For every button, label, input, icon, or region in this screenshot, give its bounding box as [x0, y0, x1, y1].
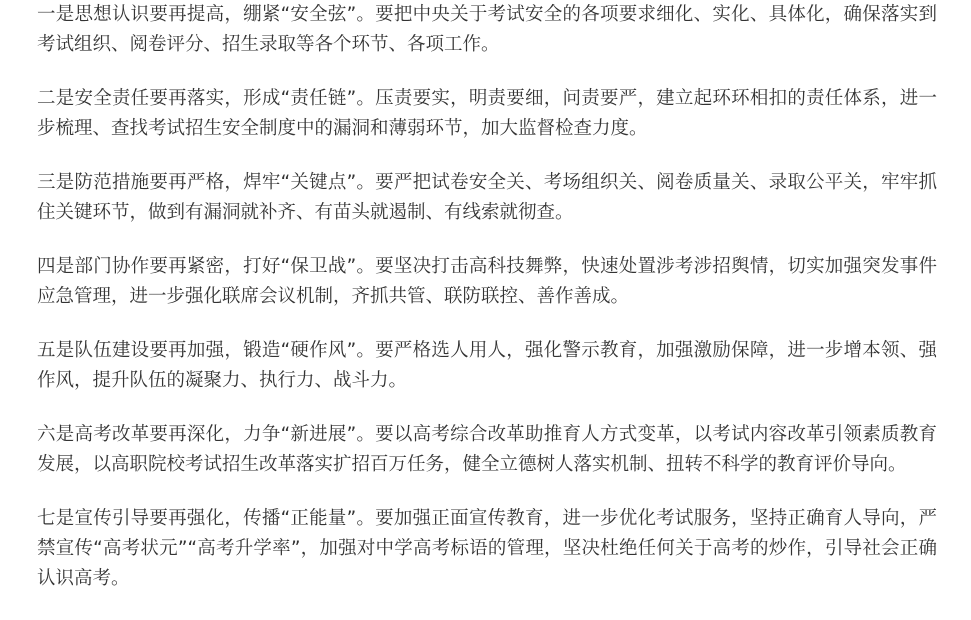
- paragraph-5: 五是队伍建设要再加强，锻造“硬作风”。要严格选人用人，强化警示教育，加强激励保障，进一步增本领、强作风，提升队伍的凝聚力、执行力、战斗力。: [37, 340, 937, 391]
- paragraph-3: 三是防范措施要再严格，焊牢“关键点”。要严把试卷安全关、考场组织关、阅卷质量关、录取公平关，牢牢抓住关键环节，做到有漏洞就补齐、有苗头就遏制、有线索就彻查。: [37, 172, 937, 223]
- paragraph-4: 四是部门协作要再紧密，打好“保卫战”。要坚决打击高科技舞弊，快速处置涉考涉招舆情，切实加强突发事件应急管理，进一步强化联席会议机制，齐抓共管、联防联控、善作善成。: [37, 256, 937, 307]
- article-body: [37, 0, 937, 618]
- paragraph-1: 一是思想认识要再提高，绷紧“安全弦”。要把中央关于考试安全的各项要求细化、实化、具体化，确保落实到考试组织、阅卷评分、招生录取等各个环节、各项工作。: [37, 4, 937, 55]
- paragraph-7: 七是宣传引导要再强化，传播“正能量”。要加强正面宣传教育，进一步优化考试服务，坚持正确育人导向，严禁宣传“高考状元”“高考升学率”，加强对中学高考标语的管理，坚决杜绝任何关于高考的炒作，引导社会正确认识高考。: [37, 508, 937, 589]
- paragraph-2: 二是安全责任要再落实，形成“责任链”。压责要实，明责要细，问责要严，建立起环环相扣的责任体系，进一步梳理、查找考试招生安全制度中的漏洞和薄弱环节，加大监督检查力度。: [37, 88, 937, 139]
- paragraph-6: 六是高考改革要再深化，力争“新进展”。要以高考综合改革助推育人方式变革，以考试内容改革引领素质教育发展，以高职院校考试招生改革落实扩招百万任务，健全立德树人落实机制、扭转不科学的教育评价导向。: [37, 424, 937, 475]
